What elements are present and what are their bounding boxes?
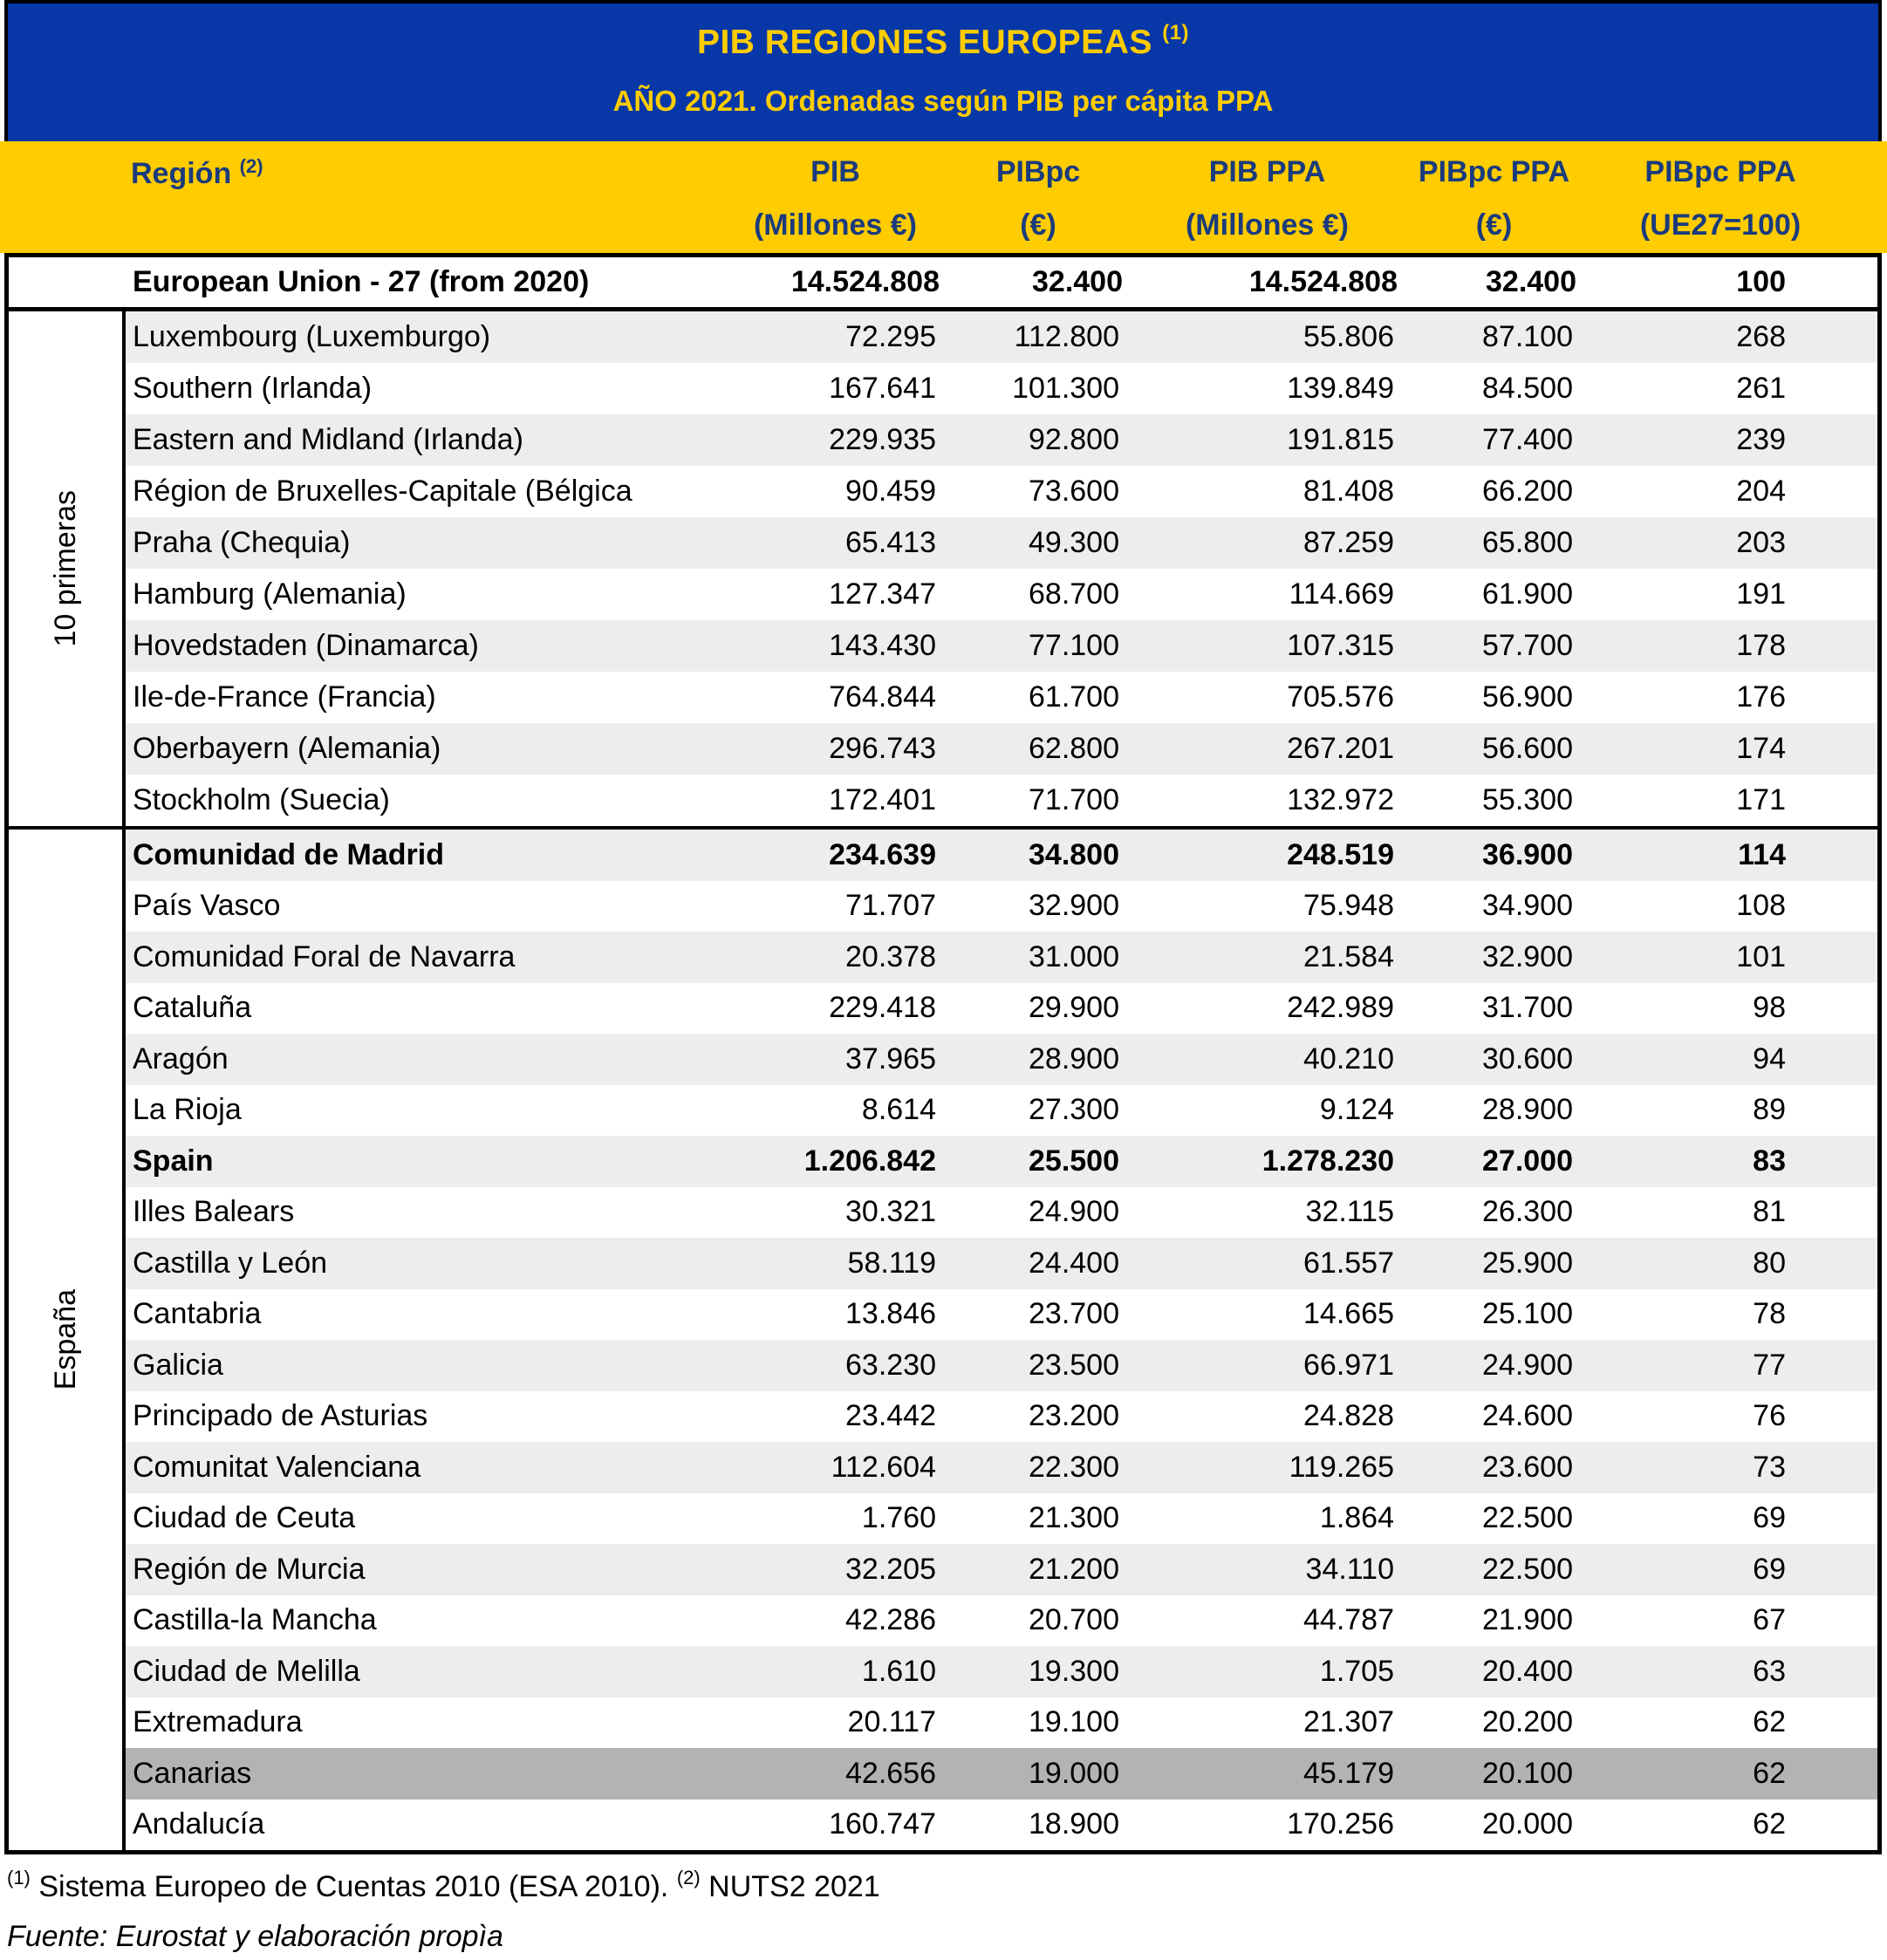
value-cell: 81.408 bbox=[1303, 475, 1394, 508]
eu-total-row bbox=[9, 257, 1877, 311]
value-cell: 32.205 bbox=[845, 1552, 936, 1586]
value-cell: 89 bbox=[1753, 1093, 1786, 1127]
source-note: Fuente: Eurostat y elaboración propìa bbox=[7, 1920, 503, 1953]
value-cell: 75.948 bbox=[1303, 889, 1394, 923]
value-cell: 267.201 bbox=[1287, 732, 1394, 765]
value-cell: 90.459 bbox=[845, 475, 936, 508]
value-cell: 23.700 bbox=[1029, 1297, 1119, 1331]
value-cell: 32.400 bbox=[1032, 265, 1123, 298]
value-cell: 55.300 bbox=[1482, 783, 1573, 816]
region-name: Luxembourg (Luxemburgo) bbox=[133, 320, 491, 353]
value-cell: 296.743 bbox=[829, 732, 936, 765]
page-subtitle: AÑO 2021. Ordenadas según PIB per cápita PPA bbox=[612, 85, 1274, 117]
value-cell: 65.800 bbox=[1482, 526, 1573, 559]
section-espana bbox=[9, 830, 1877, 1850]
value-cell: 20.100 bbox=[1482, 1756, 1573, 1790]
value-cell: 87.259 bbox=[1303, 526, 1394, 559]
value-cell: 49.300 bbox=[1029, 526, 1119, 559]
table-row bbox=[126, 932, 1877, 983]
table-row bbox=[126, 1340, 1877, 1391]
region-name: Ile-de-France (Francia) bbox=[133, 680, 436, 714]
value-cell: 56.600 bbox=[1482, 732, 1573, 765]
region-name: Illes Balears bbox=[133, 1195, 295, 1229]
value-cell: 80 bbox=[1753, 1246, 1786, 1280]
value-cell: 42.656 bbox=[845, 1756, 936, 1790]
value-cell: 21.300 bbox=[1029, 1501, 1119, 1535]
value-cell: 55.806 bbox=[1303, 320, 1394, 353]
value-cell: 61.700 bbox=[1029, 680, 1119, 714]
table-row bbox=[126, 881, 1877, 932]
value-cell: 107.315 bbox=[1287, 629, 1394, 662]
table-row bbox=[126, 983, 1877, 1035]
value-cell: 9.124 bbox=[1319, 1093, 1394, 1127]
region-name: Cantabria bbox=[133, 1297, 262, 1331]
value-cell: 21.584 bbox=[1303, 939, 1394, 973]
value-cell: 174 bbox=[1736, 732, 1786, 765]
value-cell: 23.600 bbox=[1482, 1450, 1573, 1484]
section-rows bbox=[126, 830, 1877, 1850]
region-name: Eastern and Midland (Irlanda) bbox=[133, 423, 523, 456]
table-row bbox=[126, 1442, 1877, 1493]
table-row bbox=[126, 1136, 1877, 1187]
value-cell: 34.110 bbox=[1305, 1552, 1394, 1586]
value-cell: 176 bbox=[1736, 680, 1786, 714]
value-cell: 61.557 bbox=[1303, 1246, 1394, 1280]
section-label: 10 primeras bbox=[48, 490, 82, 647]
value-cell: 62 bbox=[1753, 1756, 1786, 1790]
region-name: Ciudad de Melilla bbox=[133, 1654, 360, 1688]
value-cell: 73.600 bbox=[1029, 475, 1119, 508]
value-cell: 764.844 bbox=[829, 680, 936, 714]
value-cell: 34.800 bbox=[1029, 837, 1119, 871]
region-name: Southern (Irlanda) bbox=[133, 372, 373, 405]
value-cell: 71.707 bbox=[845, 889, 936, 923]
value-cell: 20.200 bbox=[1482, 1705, 1573, 1739]
value-cell: 132.972 bbox=[1287, 783, 1394, 816]
value-cell: 1.610 bbox=[861, 1654, 936, 1688]
value-cell: 268 bbox=[1736, 320, 1786, 353]
table-row bbox=[126, 1034, 1877, 1085]
value-cell: 78 bbox=[1753, 1297, 1786, 1331]
value-cell: 32.115 bbox=[1305, 1195, 1394, 1229]
value-cell: 178 bbox=[1736, 629, 1786, 662]
column-header-pibpc: PIBpc (€) bbox=[995, 155, 1081, 242]
value-cell: 21.307 bbox=[1303, 1705, 1394, 1739]
value-cell: 13.846 bbox=[845, 1297, 936, 1331]
value-cell: 63.230 bbox=[845, 1348, 936, 1382]
value-cell: 1.705 bbox=[1319, 1654, 1394, 1688]
value-cell: 30.321 bbox=[845, 1195, 936, 1229]
table-row bbox=[126, 1085, 1877, 1137]
table-row bbox=[126, 1289, 1877, 1341]
value-cell: 44.787 bbox=[1303, 1603, 1394, 1637]
value-cell: 66.971 bbox=[1303, 1348, 1394, 1382]
value-cell: 36.900 bbox=[1482, 837, 1573, 871]
value-cell: 20.700 bbox=[1029, 1603, 1119, 1637]
value-cell: 20.000 bbox=[1482, 1807, 1573, 1841]
value-cell: 23.442 bbox=[845, 1399, 936, 1433]
value-cell: 62 bbox=[1753, 1705, 1786, 1739]
section-label: España bbox=[48, 1289, 82, 1390]
title-band bbox=[4, 0, 1882, 141]
value-cell: 26.300 bbox=[1482, 1195, 1573, 1229]
value-cell: 24.828 bbox=[1303, 1399, 1394, 1433]
region-name: Principado de Asturias bbox=[133, 1399, 428, 1433]
table-row bbox=[126, 672, 1877, 723]
footnote-marker-1: (1) bbox=[7, 1867, 31, 1888]
value-cell: 22.300 bbox=[1029, 1450, 1119, 1484]
value-cell: 42.286 bbox=[845, 1603, 936, 1637]
value-cell: 27.000 bbox=[1482, 1144, 1573, 1178]
value-cell: 45.179 bbox=[1303, 1756, 1394, 1790]
value-cell: 32.900 bbox=[1482, 939, 1573, 973]
value-cell: 63 bbox=[1753, 1654, 1786, 1688]
value-cell: 22.500 bbox=[1482, 1501, 1573, 1535]
value-cell: 203 bbox=[1736, 526, 1786, 559]
value-cell: 114.669 bbox=[1289, 577, 1394, 611]
value-cell: 160.747 bbox=[829, 1807, 936, 1841]
value-cell: 32.400 bbox=[1486, 265, 1576, 298]
value-cell: 229.418 bbox=[829, 991, 936, 1025]
value-cell: 114 bbox=[1738, 837, 1786, 871]
table-row bbox=[126, 414, 1877, 466]
value-cell: 20.400 bbox=[1482, 1654, 1573, 1688]
value-cell: 1.864 bbox=[1319, 1501, 1394, 1535]
value-cell: 19.000 bbox=[1029, 1756, 1119, 1790]
value-cell: 66.200 bbox=[1482, 475, 1573, 508]
region-name: Région de Bruxelles-Capitale (Bélgica bbox=[133, 475, 632, 508]
region-name: Aragón bbox=[133, 1041, 229, 1076]
column-header-pib-ppa: PIB PPA (Millones €) bbox=[1185, 155, 1350, 242]
value-cell: 248.519 bbox=[1287, 837, 1394, 871]
region-name: Comunidad de Madrid bbox=[133, 837, 444, 871]
value-cell: 170.256 bbox=[1287, 1807, 1394, 1841]
table-row bbox=[126, 311, 1877, 363]
value-cell: 25.900 bbox=[1482, 1246, 1573, 1280]
table-row bbox=[126, 1800, 1877, 1851]
value-cell: 73 bbox=[1753, 1450, 1786, 1484]
value-cell: 65.413 bbox=[845, 526, 936, 559]
value-cell: 23.500 bbox=[1029, 1348, 1119, 1382]
value-cell: 20.117 bbox=[847, 1705, 936, 1739]
table-row bbox=[126, 723, 1877, 775]
value-cell: 1.206.842 bbox=[803, 1144, 936, 1178]
region-name: Stockholm (Suecia) bbox=[133, 783, 390, 816]
value-cell: 23.200 bbox=[1029, 1399, 1119, 1433]
table-row bbox=[126, 1595, 1877, 1647]
value-cell: 19.300 bbox=[1029, 1654, 1119, 1688]
value-cell: 62 bbox=[1753, 1807, 1786, 1841]
value-cell: 191 bbox=[1736, 577, 1786, 611]
value-cell: 57.700 bbox=[1482, 629, 1573, 662]
value-cell: 77.400 bbox=[1482, 423, 1573, 456]
table-row bbox=[126, 1238, 1877, 1289]
value-cell: 25.500 bbox=[1029, 1144, 1119, 1178]
value-cell: 71.700 bbox=[1029, 783, 1119, 816]
region-name: Comunitat Valenciana bbox=[133, 1450, 421, 1484]
value-cell: 61.900 bbox=[1482, 577, 1573, 611]
table-row bbox=[126, 1697, 1877, 1749]
value-cell: 76 bbox=[1753, 1399, 1786, 1433]
value-cell: 31.700 bbox=[1482, 991, 1573, 1025]
value-cell: 239 bbox=[1736, 423, 1786, 456]
region-name: Canarias bbox=[133, 1756, 252, 1790]
column-header-pibpc-ppa: PIBpc PPA (€) bbox=[1418, 155, 1570, 242]
section-rows bbox=[126, 311, 1877, 826]
value-cell: 77.100 bbox=[1029, 629, 1119, 662]
value-cell: 14.524.808 bbox=[1248, 265, 1398, 298]
value-cell: 87.100 bbox=[1482, 320, 1573, 353]
value-cell: 14.524.808 bbox=[790, 265, 940, 298]
value-cell: 101.300 bbox=[1012, 372, 1119, 405]
table-row bbox=[126, 620, 1877, 672]
section-top10 bbox=[9, 311, 1877, 830]
value-cell: 705.576 bbox=[1287, 680, 1394, 714]
table-row bbox=[126, 466, 1877, 517]
value-cell: 69 bbox=[1753, 1552, 1786, 1586]
value-cell: 31.000 bbox=[1029, 939, 1119, 973]
region-footnote-marker: (2) bbox=[239, 155, 263, 177]
value-cell: 100 bbox=[1736, 265, 1786, 298]
value-cell: 1.278.230 bbox=[1261, 1144, 1394, 1178]
value-cell: 62.800 bbox=[1029, 732, 1119, 765]
footnote-line: $^{(1)}$ Sistema Europeo de Cuentas 2010 (ESA 2010). $^{(2)}$ NUTS2 2021 bbox=[7, 1867, 880, 1903]
table-row bbox=[126, 1493, 1877, 1545]
table-row bbox=[126, 1748, 1877, 1800]
value-cell: 108 bbox=[1736, 889, 1786, 923]
value-cell: 143.430 bbox=[829, 629, 936, 662]
table-row bbox=[126, 363, 1877, 414]
value-cell: 234.639 bbox=[829, 837, 936, 871]
value-cell: 191.815 bbox=[1287, 423, 1394, 456]
value-cell: 67 bbox=[1753, 1603, 1786, 1637]
value-cell: 25.100 bbox=[1482, 1297, 1573, 1331]
value-cell: 139.849 bbox=[1287, 372, 1394, 405]
value-cell: 77 bbox=[1753, 1348, 1786, 1382]
region-name: European Union - 27 (from 2020) bbox=[133, 265, 590, 298]
value-cell: 204 bbox=[1736, 475, 1786, 508]
value-cell: 92.800 bbox=[1029, 423, 1119, 456]
value-cell: 171 bbox=[1736, 783, 1786, 816]
region-name: Praha (Chequia) bbox=[133, 526, 351, 559]
value-cell: 24.400 bbox=[1029, 1246, 1119, 1280]
value-cell: 24.600 bbox=[1482, 1399, 1573, 1433]
section-label-cell bbox=[9, 830, 126, 1850]
value-cell: 22.500 bbox=[1482, 1552, 1573, 1586]
value-cell: 34.900 bbox=[1482, 889, 1573, 923]
value-cell: 19.100 bbox=[1029, 1705, 1119, 1739]
value-cell: 68.700 bbox=[1029, 577, 1119, 611]
footnote-marker-2: (2) bbox=[676, 1867, 701, 1888]
region-name: Galicia bbox=[133, 1348, 223, 1382]
table-row bbox=[126, 569, 1877, 620]
value-cell: 29.900 bbox=[1029, 991, 1119, 1025]
region-header-label: Región $^{(2)}$ bbox=[131, 155, 263, 190]
region-name: La Rioja bbox=[133, 1093, 242, 1127]
value-cell: 21.200 bbox=[1029, 1552, 1119, 1586]
value-cell: 72.295 bbox=[845, 320, 936, 353]
value-cell: 18.900 bbox=[1029, 1807, 1119, 1841]
value-cell: 83 bbox=[1753, 1144, 1786, 1178]
column-header-row bbox=[0, 141, 1887, 253]
region-name: Spain bbox=[133, 1144, 214, 1178]
region-name: Ciudad de Ceuta bbox=[133, 1501, 356, 1535]
region-name: Oberbayern (Alemania) bbox=[133, 732, 441, 765]
value-cell: 167.641 bbox=[829, 372, 936, 405]
value-cell: 127.347 bbox=[829, 577, 936, 611]
table-row bbox=[126, 775, 1877, 826]
value-cell: 37.965 bbox=[845, 1041, 936, 1076]
column-header-pib: PIB (Millones €) bbox=[753, 155, 918, 242]
value-cell: 98 bbox=[1753, 991, 1786, 1025]
value-cell: 69 bbox=[1753, 1501, 1786, 1535]
value-cell: 261 bbox=[1736, 372, 1786, 405]
value-cell: 84.500 bbox=[1482, 372, 1573, 405]
value-cell: 81 bbox=[1753, 1195, 1786, 1229]
value-cell: 112.800 bbox=[1014, 320, 1119, 353]
region-name: Castilla y León bbox=[133, 1246, 328, 1280]
column-header-region bbox=[0, 141, 724, 253]
region-name: Andalucía bbox=[133, 1807, 265, 1841]
value-cell: 112.604 bbox=[831, 1450, 936, 1484]
region-name: Hamburg (Alemania) bbox=[133, 577, 407, 611]
footnotes bbox=[7, 1867, 1887, 1954]
value-cell: 94 bbox=[1753, 1041, 1786, 1076]
region-name: Castilla-la Mancha bbox=[133, 1603, 377, 1637]
value-cell: 56.900 bbox=[1482, 680, 1573, 714]
value-cell: 101 bbox=[1736, 939, 1786, 973]
value-cell: 30.600 bbox=[1482, 1041, 1573, 1076]
table-row bbox=[126, 517, 1877, 569]
value-cell: 32.900 bbox=[1029, 889, 1119, 923]
table-row bbox=[126, 1646, 1877, 1697]
value-cell: 24.900 bbox=[1029, 1195, 1119, 1229]
value-cell: 14.665 bbox=[1303, 1297, 1394, 1331]
value-cell: 8.614 bbox=[861, 1093, 936, 1127]
table-frame bbox=[4, 253, 1882, 1854]
region-name: Hovedstaden (Dinamarca) bbox=[133, 629, 479, 662]
value-cell: 20.378 bbox=[845, 939, 936, 973]
table-row bbox=[126, 830, 1877, 881]
region-name: Extremadura bbox=[133, 1705, 303, 1739]
page-title-text: PIB REGIONES EUROPEAS bbox=[696, 24, 1152, 61]
region-name: Región de Murcia bbox=[133, 1552, 366, 1586]
value-cell: 28.900 bbox=[1029, 1041, 1119, 1076]
value-cell: 40.210 bbox=[1303, 1041, 1394, 1076]
value-cell: 58.119 bbox=[847, 1246, 936, 1280]
value-cell: 119.265 bbox=[1289, 1450, 1394, 1484]
value-cell: 28.900 bbox=[1482, 1093, 1573, 1127]
region-name: Comunidad Foral de Navarra bbox=[133, 939, 516, 973]
table-row bbox=[126, 1544, 1877, 1595]
value-cell: 24.900 bbox=[1482, 1348, 1573, 1382]
section-label-cell bbox=[9, 311, 126, 826]
table-row bbox=[126, 1187, 1877, 1239]
value-cell: 21.900 bbox=[1482, 1603, 1573, 1637]
region-name: Cataluña bbox=[133, 991, 252, 1025]
table-row bbox=[126, 1391, 1877, 1443]
value-cell: 27.300 bbox=[1029, 1093, 1119, 1127]
title-footnote-marker: (1) bbox=[1162, 21, 1190, 44]
region-name: País Vasco bbox=[133, 889, 281, 923]
page-title bbox=[8, 3, 1878, 62]
value-cell: 1.760 bbox=[861, 1501, 936, 1535]
column-header-pibpc-ppa-index: PIBpc PPA (UE27=100) bbox=[1639, 155, 1802, 242]
value-cell: 229.935 bbox=[829, 423, 936, 456]
value-cell: 172.401 bbox=[829, 783, 936, 816]
value-cell: 242.989 bbox=[1287, 991, 1394, 1025]
